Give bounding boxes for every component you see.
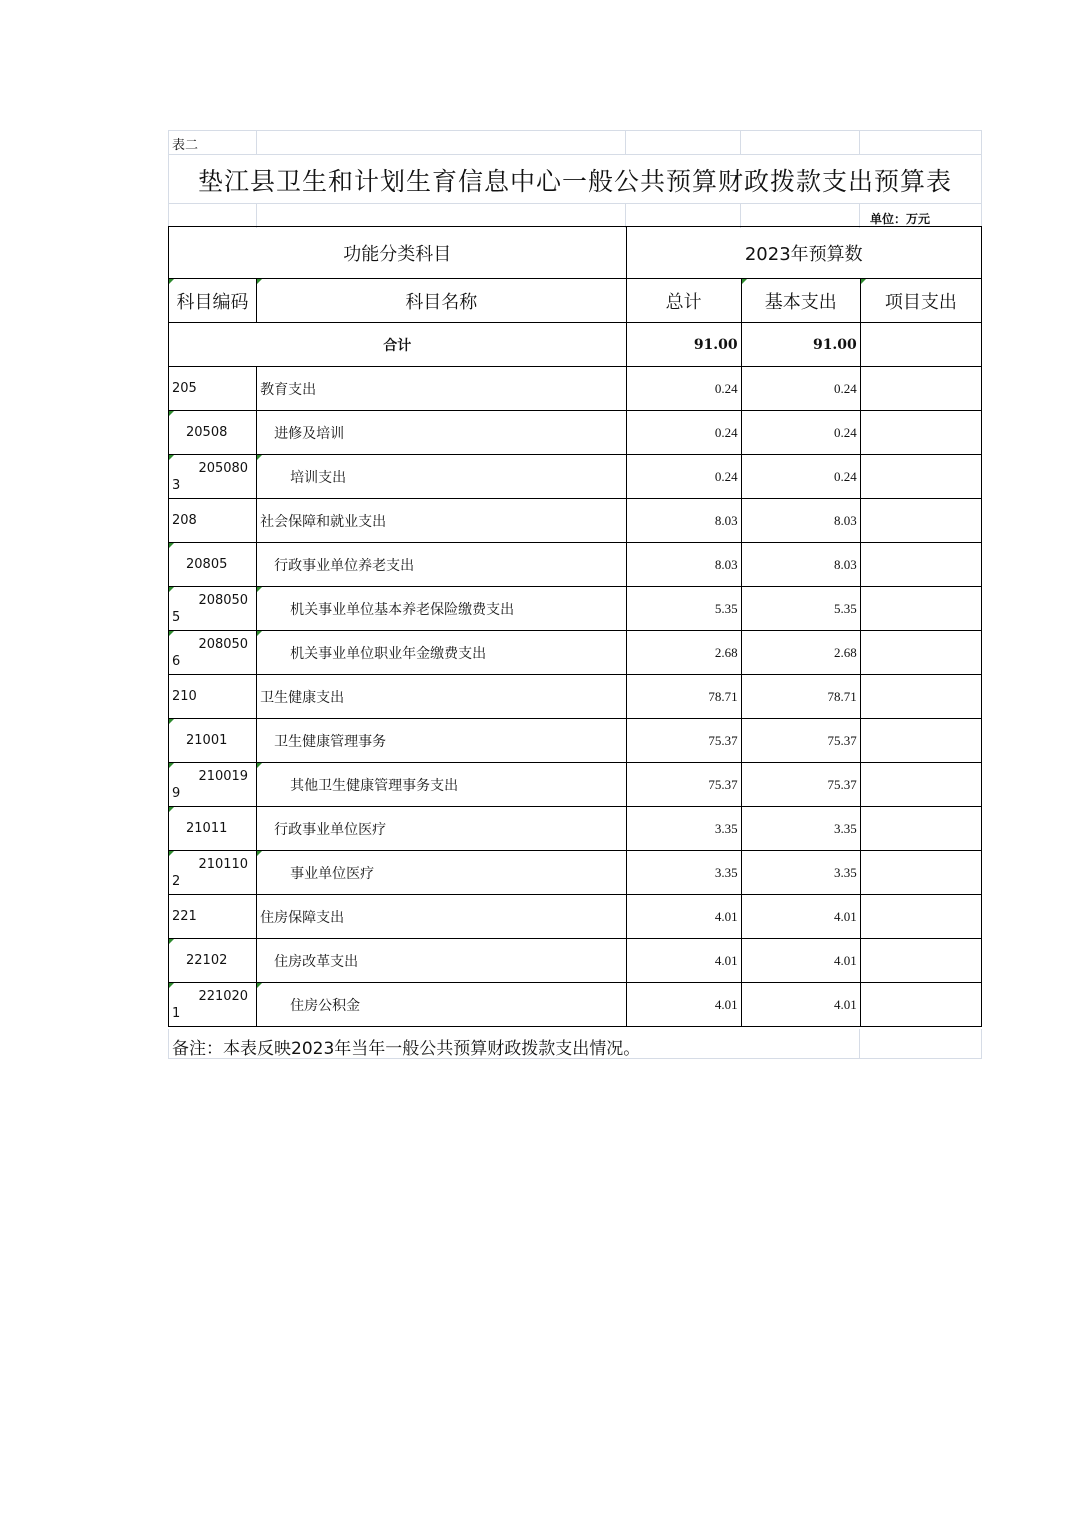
table-row [169, 983, 982, 1027]
row-basic: 75.37 [741, 719, 860, 763]
row-project [860, 587, 981, 631]
row-project [860, 939, 981, 983]
header-code: 科目编码 [176, 291, 249, 313]
title-row [168, 154, 982, 203]
row-name: 社会保障和就业支出 [260, 513, 387, 530]
row-name: 事业单位医疗 [290, 865, 375, 882]
row-total: 3.35 [626, 807, 741, 851]
header-name-cell [257, 279, 626, 323]
table-row [169, 807, 982, 851]
row-total: 8.03 [626, 543, 741, 587]
row-name-cell [257, 367, 626, 411]
row-code: 20508 [186, 425, 228, 440]
row-code-wrap: 9 [172, 786, 181, 801]
row-name-cell [257, 895, 626, 939]
row-basic: 75.37 [741, 763, 860, 807]
row-project [860, 807, 981, 851]
row-project [860, 851, 981, 895]
row-code-cell [169, 455, 257, 499]
row-code: 205 [172, 381, 197, 396]
row-total: 3.35 [626, 851, 741, 895]
sheet-tag: 表二 [172, 138, 199, 153]
comment-marker [257, 587, 262, 592]
row-code-cell [169, 807, 257, 851]
header-code-cell [169, 279, 257, 323]
row-basic: 3.35 [741, 807, 860, 851]
comment-marker [257, 983, 262, 988]
header-basic-cell [741, 279, 860, 323]
row-basic: 0.24 [741, 367, 860, 411]
row-code-cell [169, 367, 257, 411]
row-name: 进修及培训 [274, 425, 345, 442]
row-code-cell [169, 763, 257, 807]
row-code: 205080 [198, 461, 249, 476]
row-code-cell [169, 631, 257, 675]
row-name: 其他卫生健康管理事务支出 [290, 777, 459, 794]
row-total: 75.37 [626, 763, 741, 807]
row-total: 0.24 [626, 367, 741, 411]
row-basic: 4.01 [741, 895, 860, 939]
row-total: 2.68 [626, 631, 741, 675]
row-code-cell [169, 587, 257, 631]
row-total: 78.71 [626, 675, 741, 719]
row-name: 住房改革支出 [274, 953, 359, 970]
row-name-cell [257, 719, 626, 763]
table-row [169, 851, 982, 895]
row-name-cell [257, 939, 626, 983]
row-basic: 3.35 [741, 851, 860, 895]
summary-basic: 91.00 [741, 323, 860, 367]
row-name-cell [257, 499, 626, 543]
row-code-cell [169, 851, 257, 895]
row-code: 221 [172, 909, 197, 924]
row-name: 卫生健康管理事务 [274, 733, 387, 750]
row-basic: 78.71 [741, 675, 860, 719]
row-total: 75.37 [626, 719, 741, 763]
row-basic: 2.68 [741, 631, 860, 675]
row-name-cell [257, 587, 626, 631]
comment-marker [169, 279, 174, 284]
header-row-1 [169, 227, 982, 279]
comment-marker [169, 543, 174, 548]
row-code: 208050 [198, 637, 249, 652]
budget-table [168, 226, 982, 1027]
comment-marker [742, 279, 747, 284]
row-code: 210 [172, 689, 197, 704]
row-project [860, 631, 981, 675]
comment-marker [169, 719, 174, 724]
table-row [169, 543, 982, 587]
table-row [169, 587, 982, 631]
header-project-cell [860, 279, 981, 323]
row-code: 22102 [186, 953, 228, 968]
header-name: 科目名称 [405, 291, 478, 313]
header-total: 总计 [626, 279, 741, 323]
row-code-cell [169, 675, 257, 719]
row-basic: 5.35 [741, 587, 860, 631]
table-row [169, 675, 982, 719]
row-basic: 8.03 [741, 499, 860, 543]
row-name-cell [257, 411, 626, 455]
comment-marker [169, 411, 174, 416]
row-code: 208050 [198, 593, 249, 608]
row-name: 行政事业单位医疗 [274, 821, 387, 838]
comment-marker [169, 939, 174, 944]
row-project [860, 499, 981, 543]
row-name-cell [257, 631, 626, 675]
table-row [169, 367, 982, 411]
summary-total: 91.00 [626, 323, 741, 367]
row-name: 住房公积金 [290, 997, 361, 1014]
table-title: 垫江县卫生和计划生育信息中心一般公共预算财政拨款支出预算表 [197, 167, 952, 196]
row-total: 4.01 [626, 983, 741, 1027]
row-name: 教育支出 [260, 381, 317, 398]
row-total: 5.35 [626, 587, 741, 631]
budget-sheet [168, 130, 982, 1059]
row-code: 210019 [198, 769, 249, 784]
unit-label: 单位：万元 [869, 212, 930, 226]
row-basic: 4.01 [741, 983, 860, 1027]
table-row [169, 411, 982, 455]
row-project [860, 411, 981, 455]
row-total: 4.01 [626, 895, 741, 939]
header-basic: 基本支出 [764, 291, 837, 313]
table-row [169, 455, 982, 499]
summary-label: 合计 [169, 323, 627, 367]
sheet-tag-row [168, 130, 982, 154]
row-project [860, 719, 981, 763]
row-name: 机关事业单位基本养老保险缴费支出 [290, 601, 515, 618]
row-name-cell [257, 543, 626, 587]
row-code: 20805 [186, 557, 228, 572]
row-code: 208 [172, 513, 197, 528]
row-name: 住房保障支出 [260, 909, 345, 926]
row-code-wrap: 1 [172, 1006, 181, 1021]
row-total: 8.03 [626, 499, 741, 543]
comment-marker [861, 279, 866, 284]
row-code-wrap: 3 [172, 478, 181, 493]
table-row [169, 499, 982, 543]
row-name-cell [257, 851, 626, 895]
header-row-2 [169, 279, 982, 323]
table-row [169, 939, 982, 983]
row-name-cell [257, 983, 626, 1027]
row-code-wrap: 6 [172, 654, 181, 669]
row-code-cell [169, 411, 257, 455]
comment-marker [257, 279, 262, 284]
row-project [860, 983, 981, 1027]
summary-row [169, 323, 982, 367]
row-project [860, 367, 981, 411]
summary-project [860, 323, 981, 367]
row-basic: 8.03 [741, 543, 860, 587]
row-total: 0.24 [626, 455, 741, 499]
comment-marker [169, 807, 174, 812]
row-code: 210110 [198, 857, 249, 872]
row-code: 21011 [186, 821, 228, 836]
row-name-cell [257, 455, 626, 499]
row-project [860, 675, 981, 719]
row-code-wrap: 2 [172, 874, 181, 889]
row-project [860, 895, 981, 939]
comment-marker [257, 763, 262, 768]
row-total: 0.24 [626, 411, 741, 455]
row-name: 机关事业单位职业年金缴费支出 [290, 645, 487, 662]
row-code-cell [169, 543, 257, 587]
header-project: 项目支出 [884, 291, 957, 313]
row-project [860, 543, 981, 587]
header-year-budget: 2023年预算数 [626, 227, 981, 279]
row-name: 行政事业单位养老支出 [274, 557, 415, 574]
table-row [169, 719, 982, 763]
comment-marker [257, 631, 262, 636]
row-code-cell [169, 719, 257, 763]
table-row [169, 763, 982, 807]
row-code-cell [169, 983, 257, 1027]
row-name-cell [257, 807, 626, 851]
row-code-cell [169, 939, 257, 983]
header-func-category: 功能分类科目 [169, 227, 627, 279]
row-project [860, 763, 981, 807]
table-note: 备注：本表反映2023年当年一般公共预算财政拨款支出情况。 [172, 1039, 641, 1059]
row-basic: 0.24 [741, 455, 860, 499]
row-code-cell [169, 895, 257, 939]
unit-row [168, 203, 982, 228]
comment-marker [257, 455, 262, 460]
note-row [168, 1029, 982, 1059]
row-code: 221020 [198, 989, 249, 1004]
comment-marker [257, 851, 262, 856]
table-row [169, 631, 982, 675]
row-code-cell [169, 499, 257, 543]
row-name-cell [257, 763, 626, 807]
row-name-cell [257, 675, 626, 719]
table-row [169, 895, 982, 939]
row-name: 培训支出 [290, 469, 347, 486]
row-total: 4.01 [626, 939, 741, 983]
row-basic: 0.24 [741, 411, 860, 455]
row-basic: 4.01 [741, 939, 860, 983]
row-name: 卫生健康支出 [260, 689, 345, 706]
row-code: 21001 [186, 733, 228, 748]
row-code-wrap: 5 [172, 610, 181, 625]
row-project [860, 455, 981, 499]
